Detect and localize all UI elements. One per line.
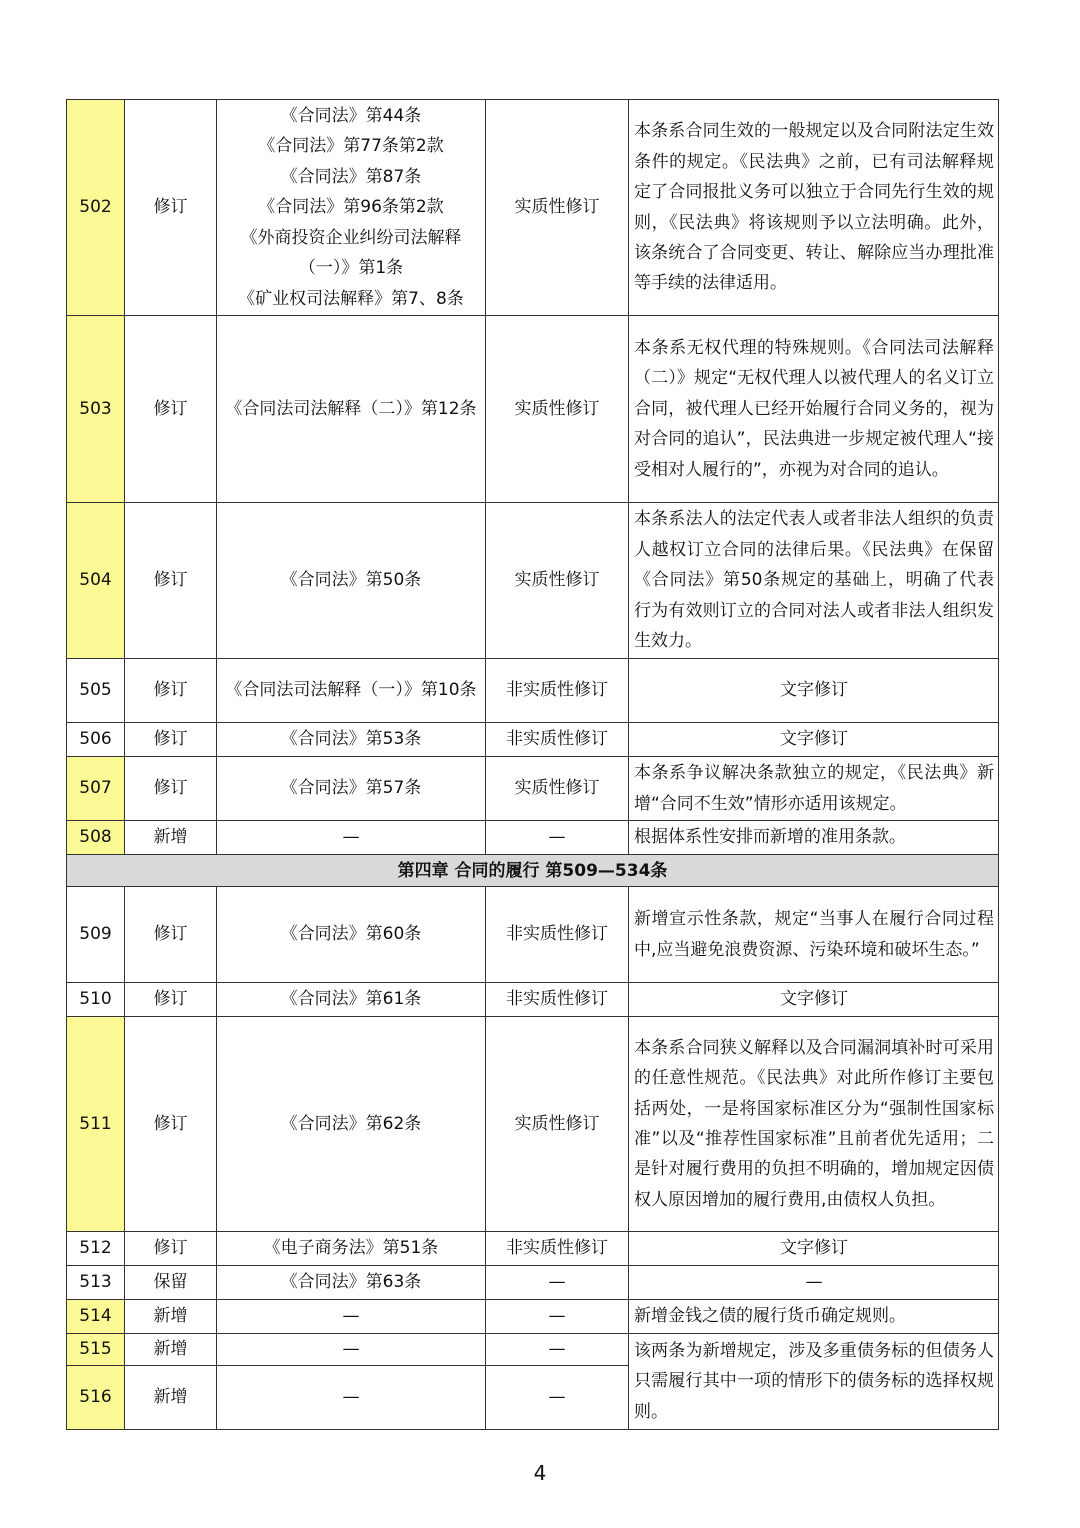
revision-action-cell: 修订 bbox=[125, 757, 217, 821]
revision-action-cell: 修订 bbox=[125, 503, 217, 659]
revision-type-cell: 非实质性修订 bbox=[486, 887, 629, 983]
article-number-cell: 513 bbox=[67, 1266, 125, 1300]
revision-action-cell: 修订 bbox=[125, 316, 217, 503]
source-provision-cell bbox=[217, 1017, 486, 1232]
revision-type-cell: 非实质性修订 bbox=[486, 1232, 629, 1266]
revision-action-cell: 修订 bbox=[125, 659, 217, 723]
source-line: 《合同法》第87条 bbox=[280, 166, 422, 187]
article-number-cell: 516 bbox=[67, 1366, 125, 1430]
description-cell: 该两条为新增规定，涉及多重债务标的但债务人只需履行其中一项的情形下的债务标的选择权规则。 bbox=[629, 1334, 999, 1430]
description-cell: 本条系无权代理的特殊规则。《合同法司法解释（二）》规定“无权代理人以被代理人的名义订立合同，被代理人已经开始履行合同义务的，视为对合同的追认”，民法典进一步规定被代理人“接受相对人履行的”，亦视为对合同的追认。 bbox=[629, 316, 999, 503]
revision-type-cell: — bbox=[486, 1366, 629, 1430]
description-cell: 本条系争议解决条款独立的规定，《民法典》新增“合同不生效”情形亦适用该规定。 bbox=[629, 757, 999, 821]
revision-action-cell: 修订 bbox=[125, 983, 217, 1017]
source-provision-cell bbox=[217, 1266, 486, 1300]
table-row bbox=[67, 1232, 999, 1266]
source-provision-cell bbox=[217, 1300, 486, 1334]
table-row bbox=[67, 1334, 999, 1366]
description-cell: — bbox=[629, 1266, 999, 1300]
revision-action-cell: 保留 bbox=[125, 1266, 217, 1300]
revision-action-cell: 修订 bbox=[125, 723, 217, 757]
description-cell: 文字修订 bbox=[629, 723, 999, 757]
table-body bbox=[67, 100, 999, 1430]
table-row bbox=[67, 316, 999, 503]
revision-type-cell: 非实质性修订 bbox=[486, 659, 629, 723]
source-line: 《合同法》第57条 bbox=[280, 778, 422, 799]
table-row bbox=[67, 723, 999, 757]
source-line: — bbox=[342, 1339, 360, 1360]
source-line: 《合同法》第61条 bbox=[280, 989, 422, 1010]
revision-type-cell: 实质性修订 bbox=[486, 503, 629, 659]
revision-action-cell: 新增 bbox=[125, 1300, 217, 1334]
article-number-cell: 505 bbox=[67, 659, 125, 723]
chapter-heading: 第四章 合同的履行 第509—534条 bbox=[67, 855, 999, 887]
revision-action-cell: 新增 bbox=[125, 821, 217, 855]
description-cell: 本条系合同狭义解释以及合同漏洞填补时可采用的任意性规范。《民法典》对此所作修订主要包括两处，一是将国家标准区分为“强制性国家标准”以及“推荐性国家标准”且前者优先适用；二是针对履行费用的负担不明确的，增加规定因债权人原因增加的履行费用,由债权人负担。 bbox=[629, 1017, 999, 1232]
article-number-cell: 502 bbox=[67, 100, 125, 316]
source-provision-cell bbox=[217, 983, 486, 1017]
source-provision-cell bbox=[217, 1334, 486, 1366]
source-line: — bbox=[342, 1387, 360, 1408]
article-number-cell: 510 bbox=[67, 983, 125, 1017]
source-provision-cell bbox=[217, 100, 486, 316]
revision-type-cell: — bbox=[486, 1334, 629, 1366]
description-cell: 新增金钱之债的履行货币确定规则。 bbox=[629, 1300, 999, 1334]
comparison-table bbox=[66, 99, 999, 1430]
source-line: 《合同法司法解释（二）》第12条 bbox=[225, 398, 477, 419]
page-number: 4 bbox=[533, 1461, 547, 1485]
article-number-cell: 504 bbox=[67, 503, 125, 659]
source-line: （一）》第1条 bbox=[298, 258, 404, 279]
article-number-cell: 512 bbox=[67, 1232, 125, 1266]
description-cell: 新增宣示性条款，规定“当事人在履行合同过程中,应当避免浪费资源、污染环境和破坏生态。” bbox=[629, 887, 999, 983]
source-provision-cell bbox=[217, 316, 486, 503]
description-cell: 文字修订 bbox=[629, 1232, 999, 1266]
source-line: 《合同法》第96条第2款 bbox=[258, 197, 444, 218]
revision-type-cell: 实质性修订 bbox=[486, 757, 629, 821]
source-line: 《电子商务法》第51条 bbox=[263, 1238, 439, 1259]
article-number-cell: 511 bbox=[67, 1017, 125, 1232]
source-provision-cell bbox=[217, 659, 486, 723]
article-number-cell: 509 bbox=[67, 887, 125, 983]
revision-action-cell: 新增 bbox=[125, 1366, 217, 1430]
revision-type-cell: 实质性修订 bbox=[486, 1017, 629, 1232]
source-provision-cell bbox=[217, 821, 486, 855]
source-provision-cell bbox=[217, 1366, 486, 1430]
source-line: — bbox=[342, 1306, 360, 1327]
table-row bbox=[67, 983, 999, 1017]
source-provision-cell bbox=[217, 503, 486, 659]
table-row bbox=[67, 503, 999, 659]
description-cell: 本条系法人的法定代表人或者非法人组织的负责人越权订立合同的法律后果。《民法典》在保留《合同法》第50条规定的基础上，明确了代表行为有效则订立的合同对法人或者非法人组织发生效力。 bbox=[629, 503, 999, 659]
source-line: 《合同法》第77条第2款 bbox=[258, 136, 444, 157]
source-line: 《矿业权司法解释》第7、8条 bbox=[238, 288, 464, 309]
source-provision-cell bbox=[217, 1232, 486, 1266]
table-row bbox=[67, 659, 999, 723]
revision-type-cell: — bbox=[486, 1300, 629, 1334]
table-row bbox=[67, 887, 999, 983]
revision-type-cell: — bbox=[486, 1266, 629, 1300]
revision-action-cell: 修订 bbox=[125, 887, 217, 983]
source-line: 《合同法》第63条 bbox=[280, 1272, 422, 1293]
table-row bbox=[67, 1300, 999, 1334]
table-row bbox=[67, 757, 999, 821]
revision-action-cell: 修订 bbox=[125, 100, 217, 316]
revision-action-cell: 修订 bbox=[125, 1017, 217, 1232]
revision-type-cell: 非实质性修订 bbox=[486, 723, 629, 757]
revision-type-cell: 实质性修订 bbox=[486, 100, 629, 316]
article-number-cell: 507 bbox=[67, 757, 125, 821]
article-number-cell: 515 bbox=[67, 1334, 125, 1366]
description-cell: 文字修订 bbox=[629, 983, 999, 1017]
table-row bbox=[67, 821, 999, 855]
revision-type-cell: 实质性修订 bbox=[486, 316, 629, 503]
revision-action-cell: 修订 bbox=[125, 1232, 217, 1266]
description-cell: 文字修订 bbox=[629, 659, 999, 723]
source-line: 《合同法》第53条 bbox=[280, 729, 422, 750]
description-cell: 本条系合同生效的一般规定以及合同附法定生效条件的规定。《民法典》之前，已有司法解释规定了合同报批义务可以独立于合同先行生效的规则，《民法典》将该规则予以立法明确。此外，该条统合了合同变更、转让、解除应当办理批准等手续的法律适用。 bbox=[629, 100, 999, 316]
source-line: 《合同法司法解释（一）》第10条 bbox=[225, 680, 477, 701]
source-line: 《外商投资企业纠纷司法解释 bbox=[240, 227, 462, 248]
source-line: 《合同法》第62条 bbox=[280, 1113, 422, 1134]
article-number-cell: 514 bbox=[67, 1300, 125, 1334]
revision-action-cell: 新增 bbox=[125, 1334, 217, 1366]
source-line: 《合同法》第44条 bbox=[280, 106, 422, 127]
table-row bbox=[67, 1266, 999, 1300]
source-line: 《合同法》第50条 bbox=[280, 570, 422, 591]
article-number-cell: 506 bbox=[67, 723, 125, 757]
source-provision-cell bbox=[217, 757, 486, 821]
source-provision-cell bbox=[217, 887, 486, 983]
chapter-heading-row bbox=[67, 855, 999, 887]
table-row bbox=[67, 100, 999, 316]
source-line: 《合同法》第60条 bbox=[280, 924, 422, 945]
article-number-cell: 503 bbox=[67, 316, 125, 503]
table-row bbox=[67, 1017, 999, 1232]
revision-type-cell: 非实质性修订 bbox=[486, 983, 629, 1017]
source-provision-cell bbox=[217, 723, 486, 757]
source-line: — bbox=[342, 827, 360, 848]
description-cell: 根据体系性安排而新增的准用条款。 bbox=[629, 821, 999, 855]
revision-type-cell: — bbox=[486, 821, 629, 855]
article-number-cell: 508 bbox=[67, 821, 125, 855]
